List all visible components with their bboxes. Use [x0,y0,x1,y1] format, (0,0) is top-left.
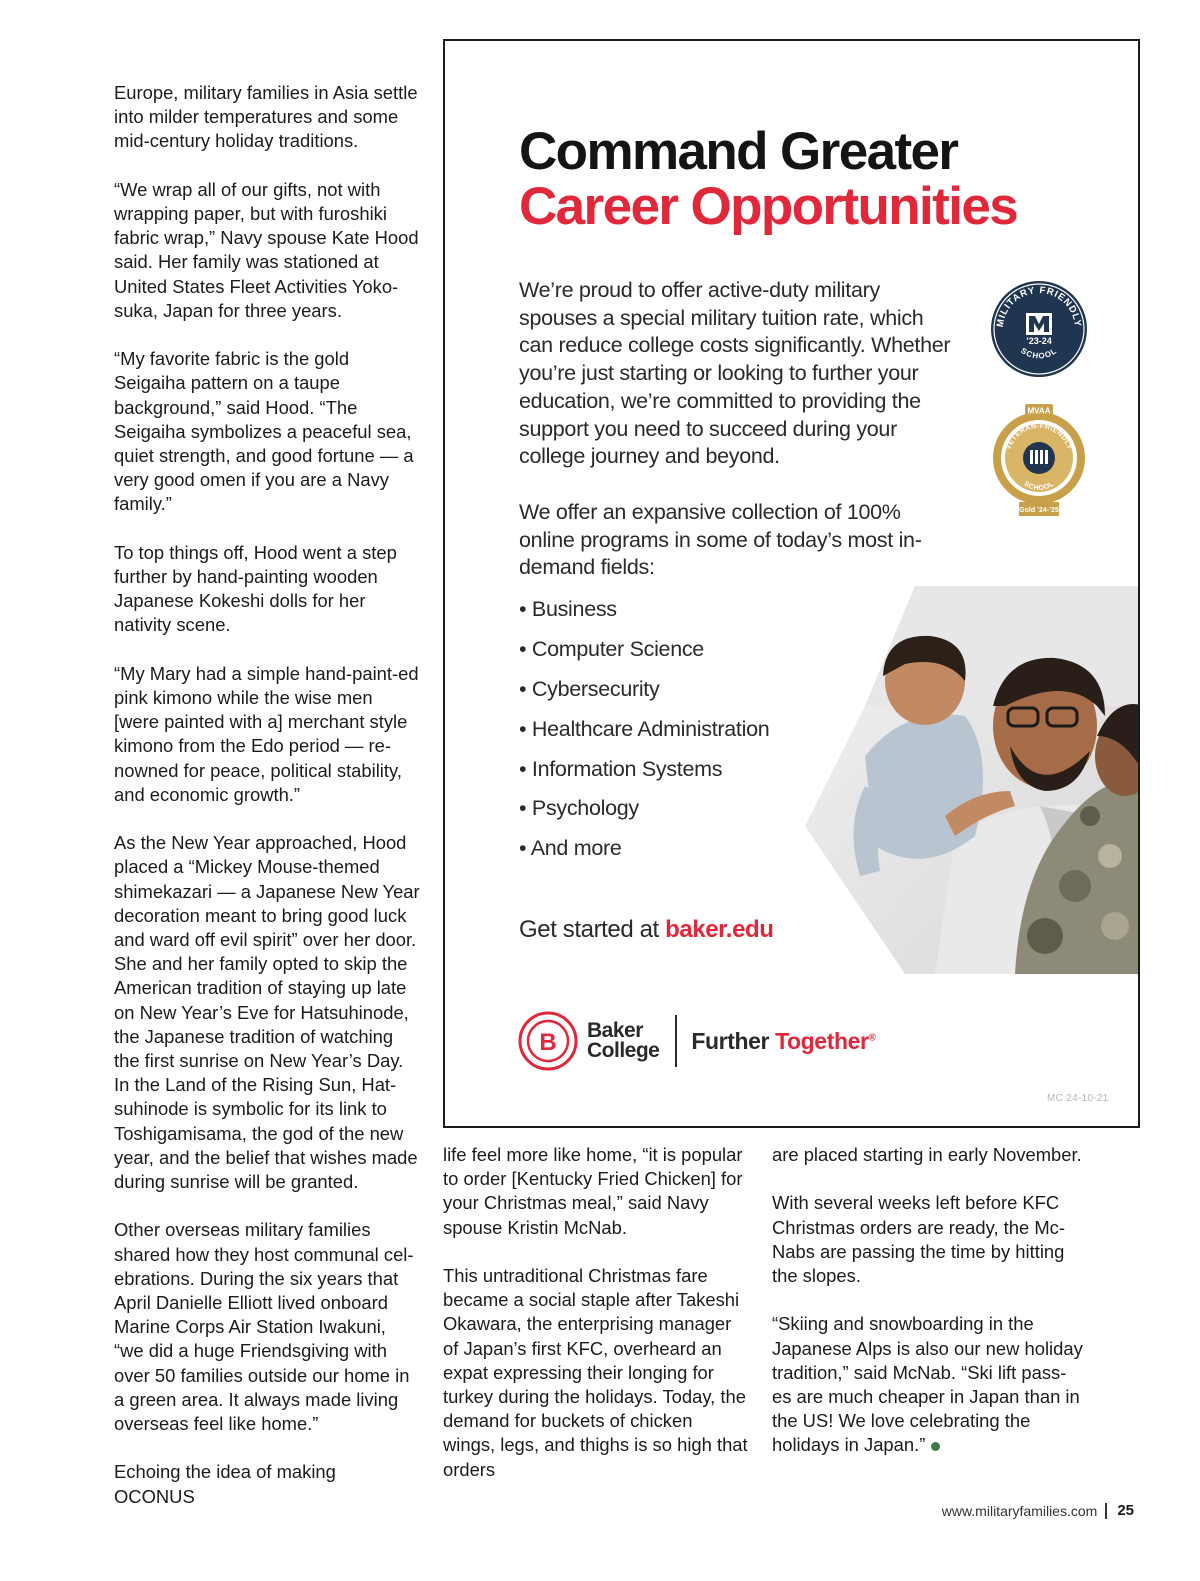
logo-divider [675,1015,677,1067]
ad-offer-text: We offer an expansive collection of 100% online programs in some of today’s most in-demand fields: [519,500,922,580]
baker-college-logo [517,1011,876,1071]
badge-vf-top: MVAA [1027,406,1051,416]
tagline-part-1: Further [691,1027,776,1054]
badge-mf-year: ’23-24 [1026,336,1052,346]
article-paragraph: This untraditional Christmas fare became a social staple after Takeshi Okawara, the enterprising manager of Japan’s first KFC, overheard an expat expressing their longing for turkey during the holidays. Today, the demand for buckets of chicken wings, legs, and thighs is so high that orders [443,1265,748,1480]
article-paragraph-last [772,1312,1084,1457]
baker-college-emblem-icon [517,1010,579,1072]
badge-vf-bottom-text: SCHOOL [1022,480,1056,493]
ad-program-item: • Information Systems [519,757,769,797]
ad-cta-prefix: Get started at [519,916,666,943]
baker-college-advertisement [443,39,1140,1128]
article-column-middle [443,1143,749,1482]
ad-call-to-action [519,915,774,945]
article-paragraph: Echoing the idea of making OCONUS [114,1461,336,1507]
ad-cta-link[interactable]: baker.edu [665,916,774,943]
ad-intro-text: We’re proud to offer active-duty military spouses a special military tuition rate, which can reduce college costs significantly. Whether you’re just starting or looking to further your education, we’re committed to providing the support you need to succeed during your college journey and beyond. [519,278,951,469]
ad-program-item: • Healthcare Administration [519,717,769,757]
article-paragraph: As the New Year approached, Hood placed a “Mickey Mouse-themed shimekazari — a Japanese New Year decoration meant to bring good luck and ward off evil spirit” over her door. She and her family opted to skip the American tradition of staying up late on New Year’s Eve for Hatsuhinode, the Japanese tradition of watching the first sunrise on New Year’s Day. In the Land of the Rising Sun, Hat-suhinode is symbolic for its link to Toshigamisama, the god of the new year, and the belief that wishes made during sunrise will be granted. [114,832,420,1193]
badge-vf-arc-text: VETERAN-FRIENDLY [1005,422,1073,451]
badge-vf-level: Gold ’24-’25 [1019,507,1059,514]
article-paragraph: “My favorite fabric is the gold Seigaiha pattern on a taupe background,” said Hood. “The Seigaiha symbolizes a peaceful sea, quiet strength, and good fortune — a very good omen if you are a Navy family.” [114,348,414,515]
page-footer [942,1502,1134,1519]
article-paragraph: “We wrap all of our gifts, not with wrapping paper, but with furoshiki fabric wrap,” Navy spouse Kate Hood said. Her family was stationed at United States Fleet Activities Yoko-suka, Japan for three years. [114,178,419,321]
tagline-part-2: Together [775,1027,869,1054]
article-end-mark-icon [931,1442,940,1451]
article-column-left [114,81,420,1509]
article-paragraph: Europe, military families in Asia settle into milder temperatures and some mid-century holiday traditions. [114,82,418,152]
ad-code: MC 24-10-21 [1047,1093,1109,1104]
article-paragraph: With several weeks left before KFC Christmas orders are ready, the Mc-Nabs are passing the time by hitting the slopes. [772,1192,1065,1286]
article-paragraph: life feel more like home, “it is popular to order [Kentucky Fried Chicken] for your Christmas meal,” said Navy spouse Kristin McNab. [443,1144,743,1238]
article-paragraph: are placed starting in early November. [772,1144,1082,1165]
article-paragraph: “My Mary had a simple hand-paint-ed pink kimono while the wise men [were painted with a] merchant style kimono from the Edo period — re-nowned for peace, political stability, and economic growth.” [114,662,419,805]
page-number: 25 [1117,1502,1134,1519]
military-friendly-badge-icon [989,279,1089,379]
logo-line-2: College [587,1039,660,1062]
logo-line-1: Baker [587,1019,643,1042]
veteran-friendly-gold-badge-icon [989,396,1089,524]
article-paragraph: To top things off, Hood went a step further by hand-painting wooden Japanese Kokeshi dolls for her nativity scene. [114,541,397,636]
footer-divider [1105,1503,1107,1519]
baker-emblem-letter: B [539,1029,557,1056]
badge-mf-top-text: MILITARY FRIENDLY [994,284,1084,329]
article-column-right [772,1143,1084,1458]
article-paragraph: Other overseas military families shared how they host communal cel-ebrations. During the six years that April Danielle Elliott lived onboard Marine Corps Air Station Iwakuni, “we did a huge Friendsgiving with over 50 families outside our home in a green area. It always made living overseas feel like home.” [114,1219,414,1435]
ad-program-item: • Psychology [519,796,769,836]
ad-program-list [519,597,769,876]
ad-headline-line-2: Career Opportunities [519,177,1018,236]
footer-url[interactable]: www.militaryfamilies.com [941,1502,1098,1519]
ad-program-item: • Business [519,597,769,637]
military-family-photo [805,586,1140,974]
ad-program-item: • Cybersecurity [519,677,769,717]
article-paragraph-text: “Skiing and snowboarding in the Japanese Alps is also our new holiday tradition,” said McNab. “Ski lift pass-es are much cheaper in Japan than in the US! We love celebrating the holidays in Japan.” [772,1313,1083,1456]
further-together-tagline [691,1028,875,1055]
ad-program-item: • Computer Science [519,637,769,677]
baker-college-wordmark [587,1021,659,1061]
ad-headline-line-1: Command Greater [519,122,958,181]
ad-program-item: • And more [519,836,769,876]
registered-mark: ® [868,1031,876,1043]
badge-mf-bottom-text: SCHOOL [1019,346,1059,361]
